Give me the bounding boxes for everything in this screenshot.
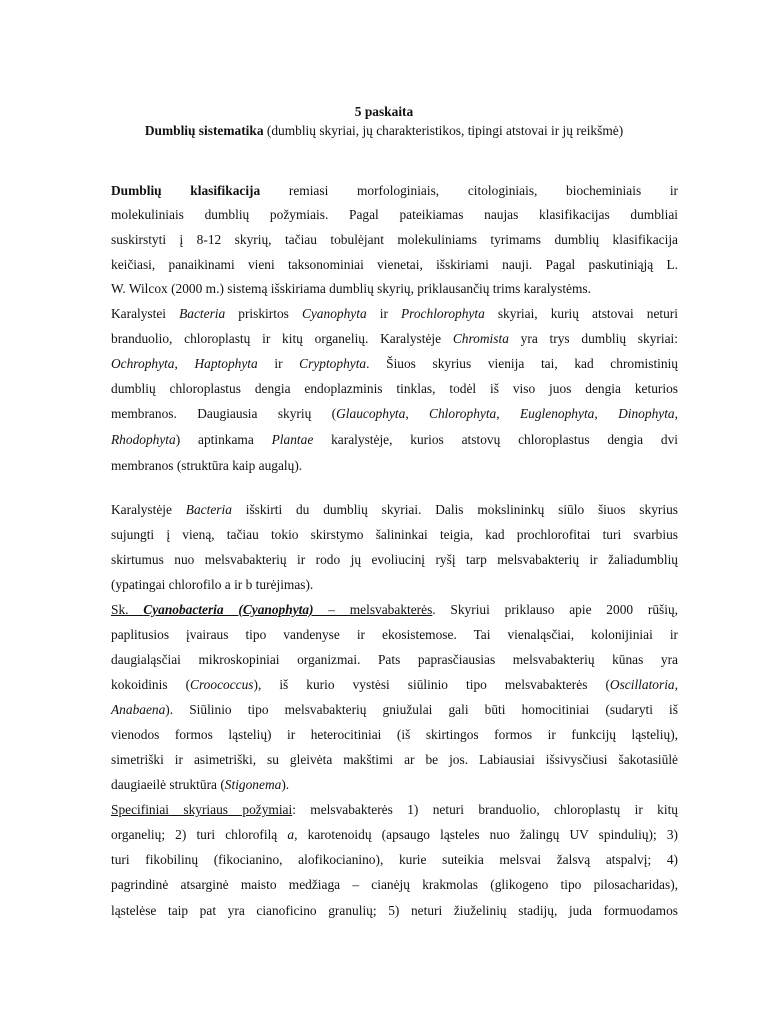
- p3-line-3: daugialąsčiai mikroskopiniai organizmai. Pats paprasčiausias melsvabakterių kūnas yra: [111, 652, 678, 667]
- p3-line-1: Sk. Cyanobacteria (Cyanophyta) – melsvabakterės. Skyriui priklauso apie 2000 rūšių,: [111, 602, 678, 617]
- p3-line-6: vienodos formos ląstelių) ir heterocitiniai (iš skirtingos formos ir funkcijų ląstelių),: [111, 727, 678, 742]
- p2-line-2: sujungti į vieną, tačiau tokio skirstymo šalininkai teigia, kad prochlorofitai turi svarbius: [111, 527, 678, 542]
- p1-line-6: Karalystei Bacteria priskirtos Cyanophyta ir Prochlorophyta skyriai, kurių atstovai neturi: [111, 306, 678, 321]
- p4-line-3: turi fikobilinų (fikocianino, alofikocianino), kurie suteikia melsvai žalsvą atspalvį; 4): [111, 852, 678, 867]
- p1-line-2: molekuliniais dumblių požymiais. Pagal pateikiamas naujas klasifikacijas dumbliai: [111, 207, 678, 222]
- title-subtitle: (dumblių skyriai, jų charakteristikos, tipingi atstovai ir jų reikšmė): [263, 123, 624, 138]
- p4-line-2: organelių; 2) turi chlorofilą a, karotenoidų (apsaugo ląsteles nuo žalingų UV spindulių); 3): [111, 827, 678, 842]
- p2-line-1: Karalystėje Bacteria išskirti du dumblių skyriai. Dalis mokslininkų siūlo šiuos skyrius: [111, 502, 678, 517]
- p4-line-1: Specifiniai skyriaus požymiai: melsvabakterės 1) neturi branduolio, chloroplastų ir kitų: [111, 802, 678, 817]
- p1-line-4: keičiasi, panaikinami vieni taksonominiai vienetai, išskiriami nauji. Pagal paskutiniąją L.: [111, 257, 678, 272]
- p2-line-4: (ypatingai chlorofilo a ir b turėjimas).: [111, 577, 314, 592]
- p1-line-1: Dumblių klasifikacija remiasi morfologiniais, citologiniais, biocheminiais ir: [111, 183, 679, 198]
- title-bold: Dumblių sistematika: [144, 123, 264, 138]
- p3-line-5: Anabaena). Siūlinio tipo melsvabakterių gniužulai gali būti homocitiniai (sudaryti iš: [111, 702, 678, 717]
- features-heading: Specifiniai skyriaus požymiai: [111, 802, 293, 817]
- lecture-label: 5 paskaita: [354, 104, 414, 119]
- p1-line-12: membranos (struktūra kaip augalų).: [111, 458, 303, 473]
- p1-line-5: W. Wilcox (2000 m.) sistemą išskiriama dumblių skyrių, priklausančių trims karalystėms.: [111, 281, 591, 296]
- p1-line-9: dumblių chloroplastus dengia endoplazminis tinklas, todėl iš viso juos dengia keturios: [111, 381, 678, 396]
- document-title: [0, 122, 768, 140]
- p3-line-4: kokoidinis (Croococcus), iš kurio vystėsi siūlinio tipo melsvabakterės (Oscillatoria,: [111, 677, 678, 692]
- p4-line-5: ląstelėse taip pat yra cianoficino granulių; 5) neturi žiuželinių stadijų, juda formuodamos: [111, 903, 678, 918]
- p3-line-7: simetriški ir asimetriški, su gleivėta makštimi ar be jos. Labiausiai išsivysčiusi šakotasiūlė: [111, 752, 678, 767]
- p4-line-4: pagrindinė atsarginė maisto medžiaga – cianėjų krakmolas (glikogeno tipo pilosacharidas),: [111, 877, 678, 892]
- p1-line-8: Ochrophyta, Haptophyta ir Cryptophyta. Šiuos skyrius vienija tai, kad chromistinių: [111, 356, 678, 371]
- p3-line-8: daugiaeilė struktūra (Stigonema).: [111, 777, 290, 792]
- section-heading: Sk. Cyanobacteria (Cyanophyta) – melsvabakterės: [111, 602, 433, 617]
- p1-line-10: membranos. Daugiausia skyrių (Glaucophyta, Chlorophyta, Euglenophyta, Dinophyta,: [111, 406, 678, 421]
- p1-line-3: suskirstyti į 8-12 skyrių, tačiau tobulėjant molekuliniams tyrimams dumblių klasifikacija: [111, 232, 678, 247]
- p2-line-3: skirtumus nuo melsvabakterių ir rodo jų evoliucinį ryšį tarp melsvabakterių ir žaliadumblių: [111, 552, 678, 567]
- p3-line-2: paplitusios įvairaus tipo vandenyse ir ekosistemose. Tai vienaląsčiai, kolonijiniai ir: [111, 627, 678, 642]
- p1-line-7: branduolio, chloroplastų ir kitų organelių. Karalystėje Chromista yra trys dumblių skyriai:: [111, 331, 678, 346]
- p1-line-11: Rhodophyta) aptinkama Plantae karalystėje, kurios atstovų chloroplastus dengia dvi: [111, 432, 678, 447]
- classification-term: Dumblių klasifikacija: [111, 183, 261, 198]
